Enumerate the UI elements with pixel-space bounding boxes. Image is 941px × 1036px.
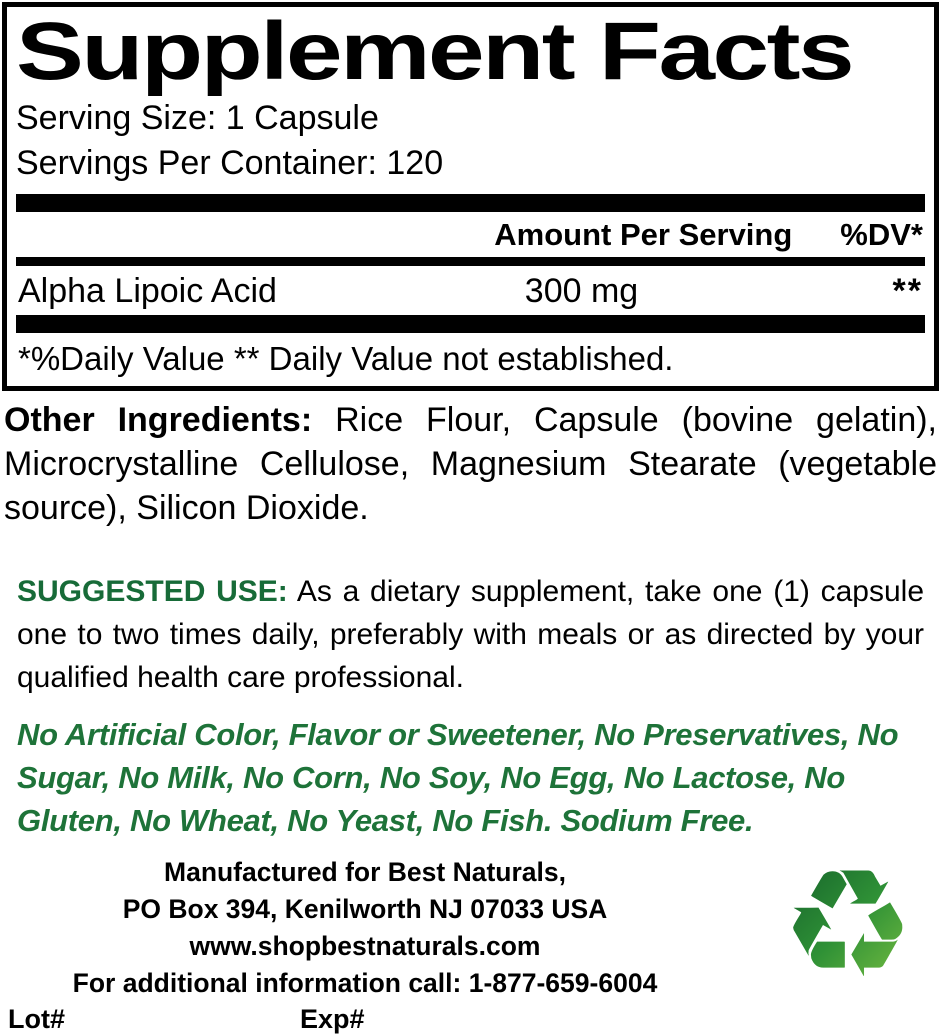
manufacturer-lines xyxy=(0,850,730,1002)
manufacturer-block xyxy=(0,838,941,1013)
manufacturer-phone-line: For additional information call: 1-877-659-6004 xyxy=(72,968,658,999)
suggested-use xyxy=(0,570,941,699)
other-ingredients-text: Rice Flour, Capsule (bovine gelatin), Microcrystalline Cellulose, Magnesium Stearate (vegetable source), Silicon Dioxide. xyxy=(4,401,937,528)
divider-thin xyxy=(16,257,925,266)
suggested-use-label: SUGGESTED USE: xyxy=(17,575,288,609)
panel-title: Supplement Facts xyxy=(16,6,853,97)
supplement-facts-panel xyxy=(2,2,939,391)
servings-per-container-line: Servings Per Container: 120 xyxy=(16,144,444,183)
lot-number-label: Lot# xyxy=(8,1004,65,1035)
other-ingredients xyxy=(4,398,937,530)
ingredient-amount: 300 mg xyxy=(524,272,639,311)
amount-header-row xyxy=(16,212,925,255)
ingredient-dv: ** xyxy=(892,272,923,311)
serving-size-line: Serving Size: 1 Capsule xyxy=(16,99,379,138)
manufacturer-line-2: PO Box 394, Kenilworth NJ 07033 USA xyxy=(122,894,608,925)
recycle-icon: ♻ xyxy=(780,838,915,1013)
divider-thick-top xyxy=(16,194,925,212)
other-ingredients-label: Other Ingredients: xyxy=(4,401,313,440)
amount-per-serving-header: Amount Per Serving xyxy=(494,217,793,253)
supplement-label xyxy=(0,2,941,1036)
manufacturer-line-1: Manufactured for Best Naturals, xyxy=(164,857,566,888)
ingredient-name: Alpha Lipoic Acid xyxy=(18,272,277,311)
claims-text: No Artificial Color, Flavor or Sweetener, No Preservatives, No Sugar, No Milk, No Corn, No Soy, No Egg, No Lactose, No Gluten, No Wheat, No Yeast, No Fish. Sodium Free. xyxy=(17,717,899,839)
lot-exp-row xyxy=(0,1004,941,1036)
divider-thick-bottom xyxy=(16,315,925,333)
dv-footnote: *%Daily Value ** Daily Value not established. xyxy=(18,340,674,378)
ingredient-row xyxy=(16,266,925,315)
percent-dv-header: %DV* xyxy=(840,217,923,253)
exp-date-label: Exp# xyxy=(300,1004,365,1035)
manufacturer-website: www.shopbestnaturals.com xyxy=(189,931,541,962)
suggested-use-text: As a dietary supplement, take one (1) capsule one to two times daily, preferably with meals or as directed by your qualified health care professional. xyxy=(17,575,925,695)
